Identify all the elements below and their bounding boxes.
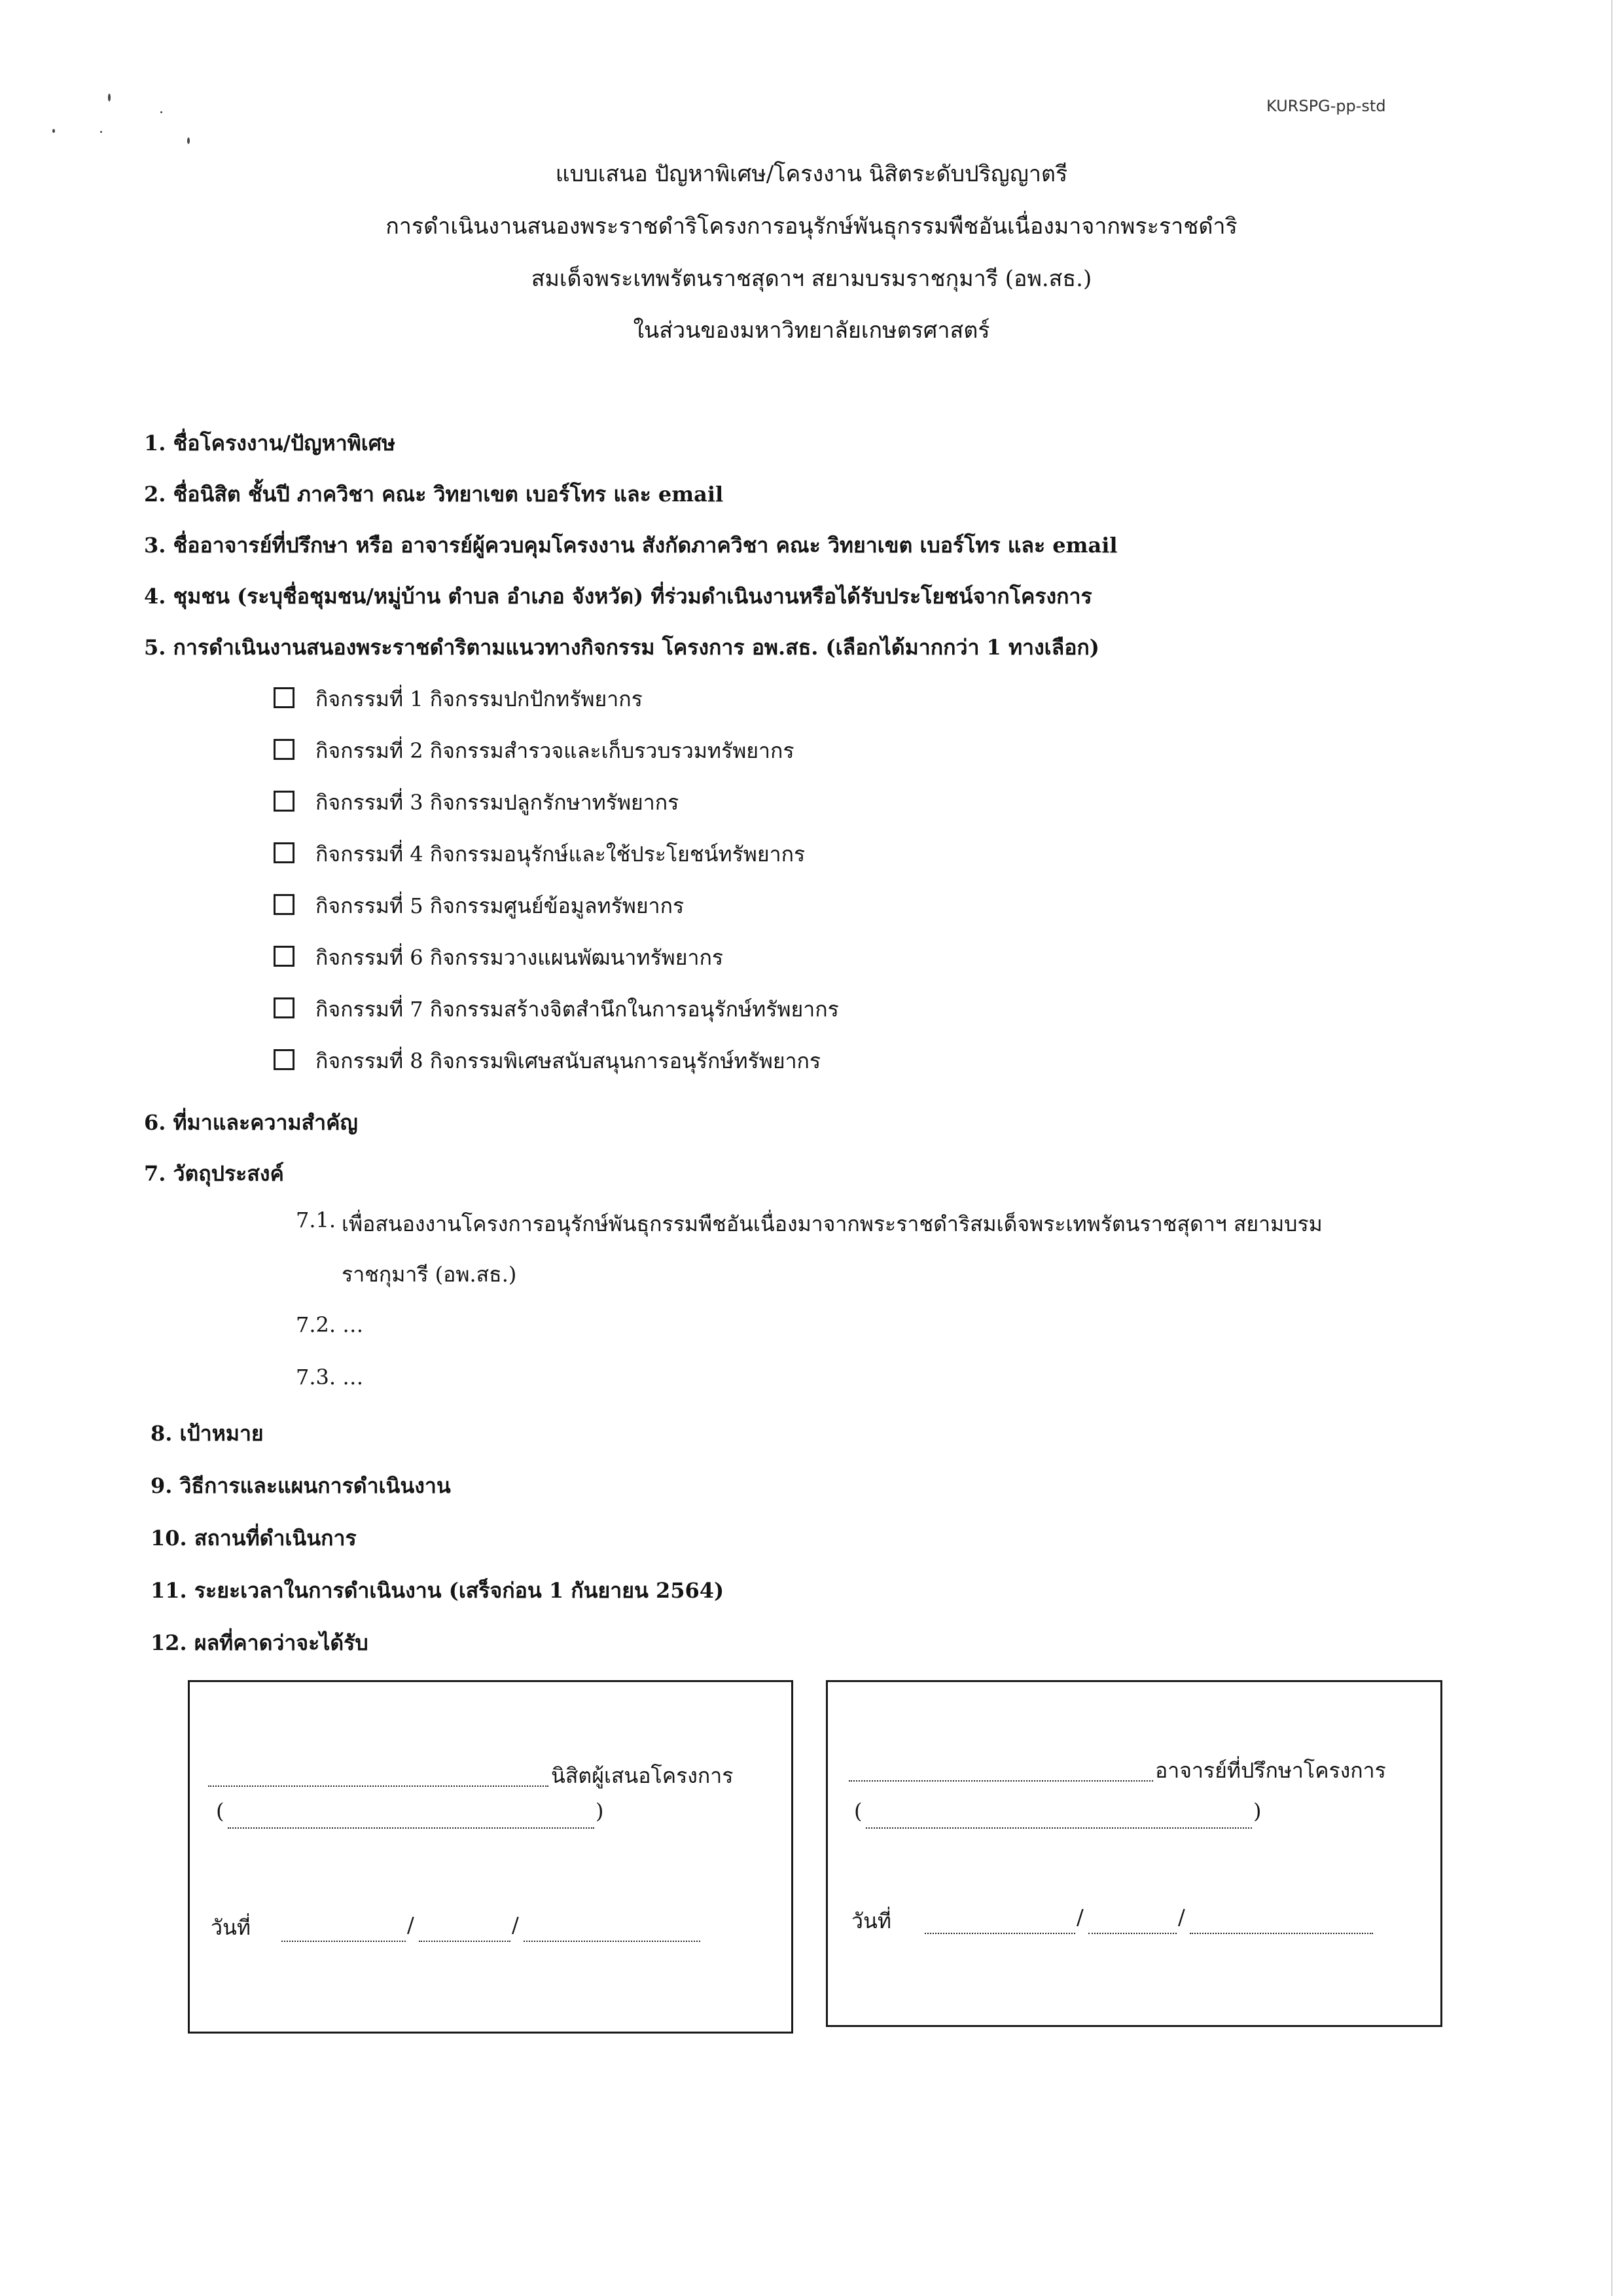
activity-7-checkbox[interactable] [274,997,294,1018]
activity-5-checkbox[interactable] [274,894,294,915]
activity-8-checkbox[interactable] [274,1049,294,1070]
document-code: KURSPG-pp-std [1266,97,1386,115]
activity-2-label: กิจกรรมที่ 2 กิจกรรมสำรวจและเก็บรวบรวมทรัพยากร [315,738,794,763]
student-signature-box [188,1680,793,2034]
advisor-signature-line[interactable] [849,1780,1153,1782]
advisor-name-close-paren: ) [1253,1799,1262,1823]
advisor-date-month-line[interactable] [1088,1933,1177,1934]
student-date-sep-1: / [407,1912,414,1937]
advisor-date-label: วันที่ [851,1909,891,1933]
student-date-sep-2: / [512,1912,519,1937]
advisor-signature-label: อาจารย์ที่ปรึกษาโครงการ [1155,1758,1386,1783]
activity-7-label: กิจกรรมที่ 7 กิจกรรมสร้างจิตสำนึกในการอนุรักษ์ทรัพยากร [315,997,839,1022]
title-line-1: แบบเสนอ ปัญหาพิเศษ/โครงงาน นิสิตระดับปริญญาตรี [555,161,1068,187]
objective-3: 7.3. … [296,1365,364,1390]
item-4-community: 4. ชุมชน (ระบุชื่อชุมชน/หมู่บ้าน ตำบล อำเภอ จังหวัด) ที่ร่วมดำเนินงานหรือได้รับประโยชน์จากโครงการ [144,584,1092,609]
item-8-target: 8. เป้าหมาย [151,1421,264,1446]
objective-1-text-line-1: เพื่อสนองงานโครงการอนุรักษ์พันธุกรรมพืชอันเนื่องมาจากพระราชดำริสมเด็จพระเทพรัตนราชสุดาฯ สยามบรม [342,1211,1323,1236]
student-name-open-paren: ( [216,1799,224,1823]
item-2-student-info: 2. ชื่อนิสิต ชั้นปี ภาควิชา คณะ วิทยาเขต เบอร์โทร และ email [144,482,724,507]
student-signature-label: นิสิตผู้เสนอโครงการ [551,1763,734,1788]
scan-speck [160,111,162,113]
objective-1-text-line-2: ราชกุมารี (อพ.สธ.) [342,1262,517,1287]
item-9-methods-plan: 9. วิธีการและแผนการดำเนินงาน [151,1473,451,1498]
title-line-3: สมเด็จพระเทพรัตนราชสุดาฯ สยามบรมราชกุมารี (อพ.สธ.) [531,266,1092,292]
item-11-duration: 11. ระยะเวลาในการดำเนินงาน (เสร็จก่อน 1 กันยายน 2564) [151,1578,724,1603]
student-date-day-line[interactable] [281,1941,406,1942]
scan-speck [52,129,55,133]
activity-3-label: กิจกรรมที่ 3 กิจกรรมปลูกรักษาทรัพยากร [315,790,679,815]
activity-3-checkbox[interactable] [274,791,294,812]
activity-6-checkbox[interactable] [274,946,294,967]
activity-1-checkbox[interactable] [274,687,294,708]
activity-5-label: กิจกรรมที่ 5 กิจกรรมศูนย์ข้อมูลทรัพยากร [315,893,685,918]
item-7-objectives: 7. วัตถุประสงค์ [144,1161,284,1186]
objective-1-number: 7.1. [296,1208,336,1232]
advisor-name-line[interactable] [866,1827,1252,1829]
activity-8-label: กิจกรรมที่ 8 กิจกรรมพิเศษสนับสนุนการอนุรักษ์ทรัพยากร [315,1049,821,1073]
scan-speck [187,137,190,144]
student-signature-line[interactable] [208,1785,548,1787]
item-3-advisor-info: 3. ชื่ออาจารย์ที่ปรึกษา หรือ อาจารย์ผู้ควบคุมโครงงาน สังกัดภาควิชา คณะ วิทยาเขต เบอร์โทร และ email [144,533,1118,558]
student-date-month-line[interactable] [419,1941,510,1942]
scan-speck [108,94,111,101]
student-name-close-paren: ) [596,1799,604,1823]
student-date-label: วันที่ [211,1915,251,1940]
activity-6-label: กิจกรรมที่ 6 กิจกรรมวางแผนพัฒนาทรัพยากร [315,945,724,970]
item-6-background: 6. ที่มาและความสำคัญ [144,1110,358,1135]
objective-2: 7.2. … [296,1312,364,1337]
activity-4-checkbox[interactable] [274,842,294,863]
item-5-activity-guidelines: 5. การดำเนินงานสนองพระราชดำริตามแนวทางกิจกรรม โครงการ อพ.สธ. (เลือกได้มากกว่า 1 ทางเลือก) [144,635,1099,660]
advisor-date-sep-1: / [1077,1905,1084,1929]
activity-4-label: กิจกรรมที่ 4 กิจกรรมอนุรักษ์และใช้ประโยชน์ทรัพยากร [315,842,806,867]
advisor-date-year-line[interactable] [1190,1933,1373,1934]
advisor-signature-box [826,1680,1442,2027]
activity-1-label: กิจกรรมที่ 1 กิจกรรมปกปักทรัพยากร [315,687,643,711]
item-12-expected-results: 12. ผลที่คาดว่าจะได้รับ [151,1630,368,1655]
title-line-2: การดำเนินงานสนองพระราชดำริโครงการอนุรักษ์พันธุกรรมพืชอันเนื่องมาจากพระราชดำริ [385,213,1238,240]
student-name-line[interactable] [228,1827,594,1829]
item-10-location: 10. สถานที่ดำเนินการ [151,1526,357,1551]
student-date-year-line[interactable] [524,1941,700,1942]
advisor-date-day-line[interactable] [925,1933,1075,1934]
activity-2-checkbox[interactable] [274,739,294,760]
title-line-4: ในส่วนของมหาวิทยาลัยเกษตรศาสตร์ [633,317,990,344]
advisor-name-open-paren: ( [854,1799,863,1823]
advisor-date-sep-2: / [1178,1905,1185,1929]
scan-speck [100,131,102,133]
item-1-project-name: 1. ชื่อโครงงาน/ปัญหาพิเศษ [144,431,396,456]
